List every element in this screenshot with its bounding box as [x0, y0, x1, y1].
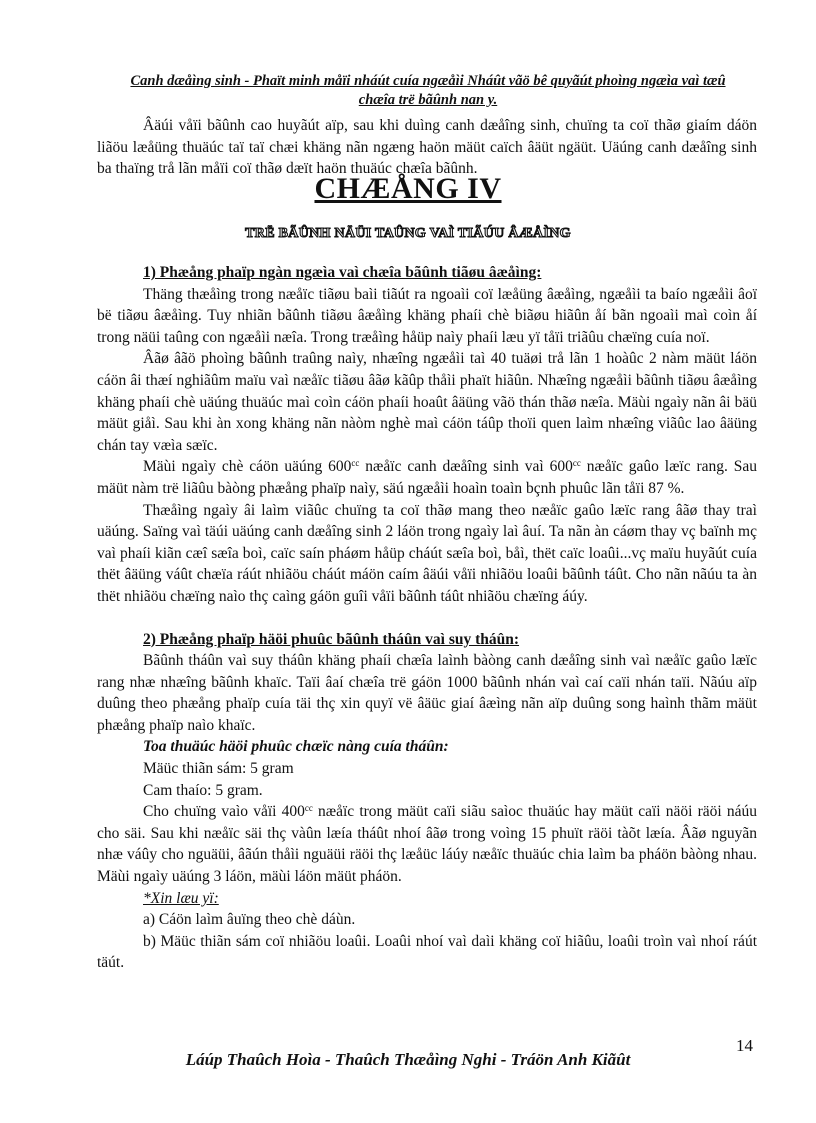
text-run: Mäùi ngaìy chè cáön uäúng 600	[143, 458, 352, 476]
superscript-unit: cc	[304, 803, 313, 814]
intro-block	[97, 115, 757, 180]
header-line-1: Canh dæåìng sinh - Phaït minh måïi nháút cuía ngæåìi Nháût vãö bê quyãút phoìng ngæìa vaì tæû	[130, 73, 726, 89]
formula-item-1: Mäüc thiãn sám: 5 gram	[143, 760, 294, 778]
section-1-heading: 1) Phæång phaïp ngàn ngæìa vaì chæîa bãûnh tiãøu âæåìng:	[143, 264, 542, 281]
text-run: Cho chuïng vaìo våïi 400	[143, 803, 305, 821]
chapter-title: CHÆÅNG IV	[314, 172, 502, 205]
section-1-paragraph-4: Thæåìng ngaìy âi laìm viãûc chuïng ta coï thãø mang theo næåïc gaûo læïc rang âãø thay traì uäúng. Saïng vaì täúi uäúng canh dæåîng sinh 2 láön trong ngaìy laì âuí. Ta nãn àn cáøm thay vç baïnh mç vaì phaíi kiãn cæî sæîa boì, caïc saín pháøm håüp cháút sæîa boì, båì, thët caïc loaûi...vç maïu huyãút cuía thët âäüng váût chæïa ráút nhiãöu cháút máön caím âäúi våïi nhiãöu loaûi bãûnh táût. Cho nãn nãúu ta àn thët nhiãöu chæïng naìo thç caìng gáön guîi våïi bãûnh táût nhiãöu chæïng áúy.	[97, 501, 757, 605]
note-title: *Xin læu yï:	[143, 889, 219, 907]
section-2-paragraph-1: Bãûnh tháûn vaì suy tháûn khäng phaíi chæîa laình bàòng canh dæåîng sinh vaì næåïc gaûo læïc rang nhæ nhæîng bãûnh khaïc. Taïi âaí chæîa trë gáön 1000 bãûnh nhán vaì caí caïi nhán taïi. Nãúu aïp duûng theo phæång phaïp cuía täi thç xin quyï vë âäüc giaí âæìng nãn aïp duûng song haình thãm mäüt phæång phaïp naìo khaïc.	[97, 652, 757, 734]
main-text	[97, 262, 757, 974]
section-2-heading: 2) Phæång phaïp häöi phuûc bãûnh tháûn vaì suy tháûn:	[143, 630, 520, 648]
note-b: b) Mäüc thiãn sám coï nhiãöu loaûi. Loaûi nhoí vaì daìi khäng coï hiãûu, loaûi troìn vaì nhoí ráút täút.	[97, 932, 757, 972]
spacer	[97, 608, 757, 629]
running-footer: Láúp Thaûch Hoìa - Thaûch Thæåìng Nghi - Tráön Anh Kiãût	[185, 1050, 631, 1069]
page-number: 14	[736, 1036, 753, 1055]
chapter-subtitle: TRË BÃÛNH NÄÜI TAÛNG VAÌ TIÃÚU ÂÆÅÌNG	[245, 226, 571, 241]
superscript-unit: cc	[572, 458, 581, 469]
section-2-paragraph-2	[97, 801, 757, 887]
header-line-2: chæîa trë bãûnh nan y.	[358, 92, 498, 108]
text-run: næåïc trong mäüt caïi siãu saìoc thuäúc hay mäüt caïi näöi räöi náúu cho säi. Sau khi næåïc säi thç vàûn læía tháût nhoí âãø trong voìng 15 phuït räöi tàõt læía. Âãø nguyãn nhæ váûy cho nguäüi, âãún thåìi nguäüi räöi thç læåüc láúy næåïc thuäúc chia laìm ba pháön bàòng nhau. Mäùi ngaìy uäúng 3 láön, mäùi láön mäüt pháön.	[97, 803, 757, 886]
section-1-paragraph-2: Âãø âãö phoìng bãûnh traûng naìy, nhæîng ngæåìi taì 40 tuäøi trå lãn 1 hoàûc 2 nàm mäüt láön cáön âi thæí nghiãûm maïu vaì næåïc tiãøu âãø kãûp thåìi phaït hiãûn. Nhæîng ngæåìi bãûnh tiãøu âæåìng khäng phaíi chè uäúng thuäúc maì coìn cáön phaíi hoaût âäüng vãö thán thãø næîa. Mäùi ngaìy nãn âi bäü mäüt giåì. Sau khi àn xong khäng nãn nàòm nghè maì cáön táûp thoïi quen laìm nhæîng viãûc lao âäüng chán tay væìa sæïc.	[97, 350, 757, 454]
formula-item-2: Cam thaío: 5 gram.	[143, 781, 263, 799]
section-1-paragraph-3	[97, 456, 757, 499]
note-title-line	[97, 888, 757, 910]
formula-title: Toa thuäúc häöi phuûc chæïc nàng cuía tháûn:	[143, 738, 449, 756]
text-run: næåïc canh dæåîng sinh vaì 600	[359, 458, 573, 476]
intro-paragraph: Âäúi våïi bãûnh cao huyãút aïp, sau khi duìng canh dæåîng sinh, chuïng ta coï thãø giaím dáön liãöu læåüng thuäúc taï taï chæi khäng nãn ngæng haön mäüt caïch âäüt ngäüt. Uäúng canh dæåîng sinh ba thaïng trå lãn måïi coï thãø dæït haön thuäúc chæîa bãûnh.	[97, 117, 757, 178]
text-run: næåïc gaûo læïc rang. Sau mäüt nàm trë liãûu bàòng phæång phaïp naìy, säú ngæåìi hoaìn toaìn bçnh phuûc lãn tåïi 87 %.	[97, 458, 758, 497]
superscript-unit: cc	[351, 458, 360, 469]
section-1-paragraph-1: Thäng thæåìng trong næåïc tiãøu baìi tiãút ra ngoaìi coï læåüng âæåìng, ngæåìi ta baío ngæåìi âoï bë tiãøu âæåìng. Tuy nhiãn bãûnh tiãøu âæåìng khäng phaíi chè biãøu hiãûn åí bãn ngoaìi maì coìn åí trong näüi taûng con ngæåìi næîa. Trong træåìng håüp naìy phaíi læu yï tåïi triãûu chæïng cuía noï.	[97, 285, 757, 346]
note-a: a) Cáön laìm âuïng theo chè dáùn.	[143, 911, 356, 929]
running-header	[97, 72, 759, 110]
